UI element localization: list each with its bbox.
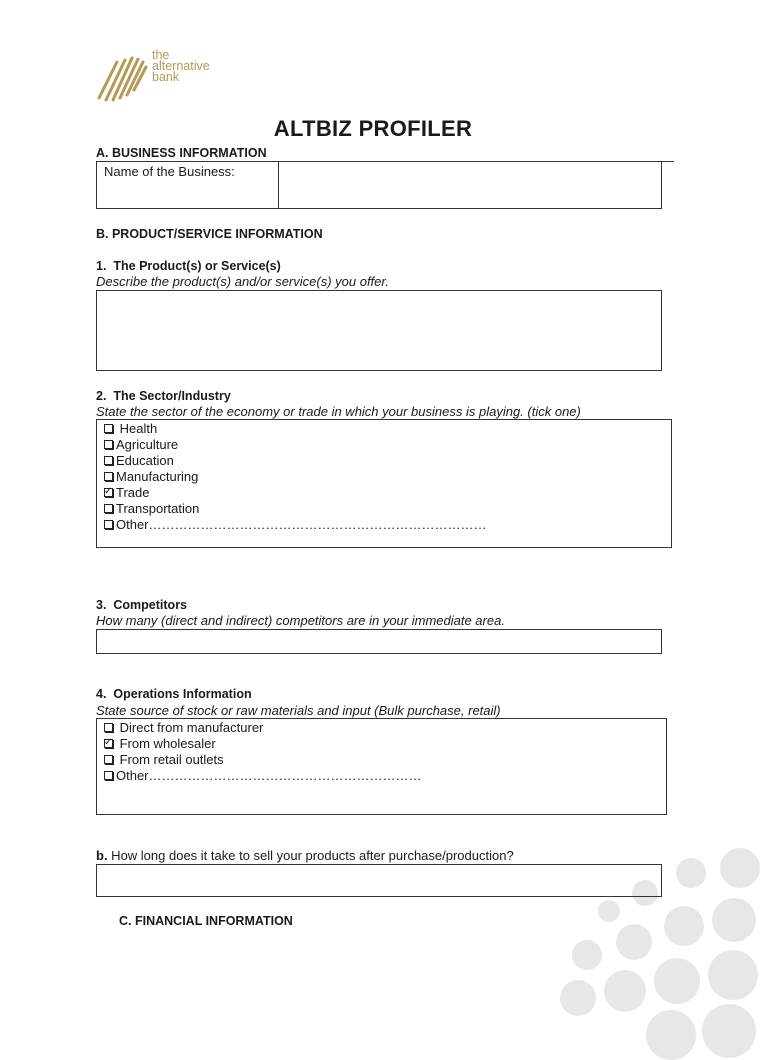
operations-option-label: Other………………………………………………………	[116, 768, 422, 783]
sector-option[interactable]	[104, 485, 487, 501]
sector-option-label: Other……………………………………………………………………	[116, 517, 487, 532]
section-a-heading: A. BUSINESS INFORMATION	[96, 146, 267, 160]
sector-option-label: Agriculture	[116, 437, 179, 452]
sector-options-box	[96, 419, 672, 548]
logo-wordmark	[152, 50, 210, 83]
sector-options-list	[104, 421, 487, 533]
checkbox-icon[interactable]	[104, 456, 113, 465]
sector-option-label: Education	[116, 453, 174, 468]
q3-instruction: How many (direct and indirect) competitors are in your immediate area.	[96, 613, 505, 628]
checkbox-icon[interactable]	[104, 440, 113, 449]
qb-text: How long does it take to sell your products after purchase/production?	[107, 848, 514, 863]
table-divider	[278, 162, 279, 208]
operations-options-list	[104, 720, 422, 784]
q1-title: The Product(s) or Service(s)	[113, 259, 281, 273]
operations-option[interactable]	[104, 720, 422, 736]
sector-option-label: Transportation	[116, 501, 200, 516]
q4-heading	[96, 687, 252, 701]
qb-prefix: b.	[96, 848, 108, 863]
q4-title: Operations Information	[113, 687, 252, 701]
q4-number: 4.	[96, 687, 107, 701]
operations-option-label: From wholesaler	[116, 736, 216, 751]
q2-number: 2.	[96, 389, 107, 403]
logo-stripes-icon	[97, 50, 157, 106]
section-c-heading: C. FINANCIAL INFORMATION	[119, 914, 293, 928]
checkbox-icon[interactable]	[104, 723, 113, 732]
q4-instruction: State source of stock or raw materials and input (Bulk purchase, retail)	[96, 703, 501, 718]
sector-option[interactable]	[104, 517, 487, 533]
checked-checkbox-icon[interactable]	[104, 488, 113, 497]
logo-line: alternative	[152, 59, 210, 73]
sector-option[interactable]	[104, 453, 487, 469]
operations-option[interactable]	[104, 752, 422, 768]
business-name-field[interactable]	[280, 162, 661, 208]
operations-options-box	[96, 718, 667, 815]
q1-number: 1.	[96, 259, 107, 273]
sell-duration-answer-box[interactable]	[96, 864, 662, 897]
checked-checkbox-icon[interactable]	[104, 739, 113, 748]
q3-title: Competitors	[113, 598, 188, 612]
checkbox-icon[interactable]	[104, 472, 113, 481]
sector-option[interactable]	[104, 501, 487, 517]
q2-heading	[96, 389, 231, 403]
page-title: ALTBIZ PROFILER	[273, 116, 473, 141]
checkbox-icon[interactable]	[104, 504, 113, 513]
sector-option-label: Trade	[116, 485, 150, 500]
q2-instruction: State the sector of the economy or trade in which your business is playing. (tick one)	[96, 404, 581, 419]
q1-answer-box[interactable]	[96, 290, 662, 371]
sector-option[interactable]	[104, 437, 487, 453]
q1-heading	[96, 259, 281, 273]
business-name-table	[96, 161, 662, 209]
sector-option-label: Health	[116, 421, 158, 436]
checkbox-icon[interactable]	[104, 755, 113, 764]
logo-line: bank	[152, 70, 180, 84]
q3-number: 3.	[96, 598, 107, 612]
logo-line: the	[152, 48, 170, 62]
business-name-label: Name of the Business:	[104, 164, 235, 179]
checkbox-icon[interactable]	[104, 520, 113, 529]
competitors-answer-box[interactable]	[96, 629, 662, 654]
operations-option[interactable]	[104, 736, 422, 752]
checkbox-icon[interactable]	[104, 424, 113, 433]
sector-option[interactable]	[104, 469, 487, 485]
sector-option[interactable]	[104, 421, 487, 437]
qb-question	[96, 848, 514, 863]
q2-title: The Sector/Industry	[113, 389, 231, 403]
section-b-heading: B. PRODUCT/SERVICE INFORMATION	[96, 227, 323, 241]
operations-option-label: From retail outlets	[116, 752, 224, 767]
sector-option-label: Manufacturing	[116, 469, 199, 484]
q1-instruction: Describe the product(s) and/or service(s) you offer.	[96, 274, 389, 289]
operations-option-label: Direct from manufacturer	[116, 720, 264, 735]
operations-option[interactable]	[104, 768, 422, 784]
checkbox-icon[interactable]	[104, 771, 113, 780]
q3-heading	[96, 598, 187, 612]
